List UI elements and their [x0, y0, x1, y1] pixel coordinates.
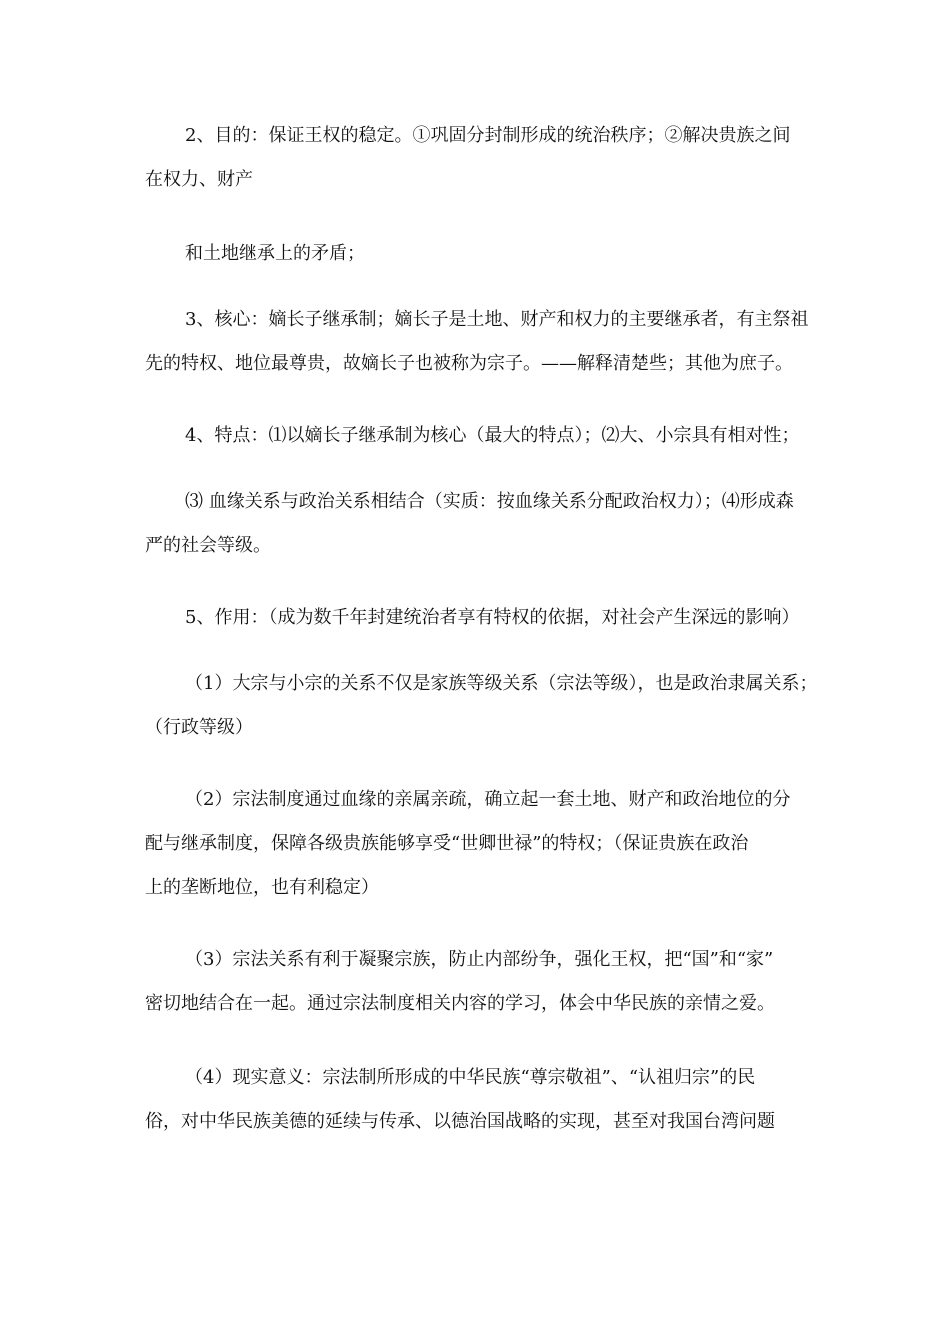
paragraph-function [145, 596, 815, 640]
text-line: 配与继承制度，保障各级贵族能够享受“世卿世禄”的特权；（保证贵族在政治 [145, 833, 749, 854]
paragraph-function-1 [145, 662, 818, 750]
paragraph-features-continued [145, 480, 815, 568]
text-line: 先的特权、地位最尊贵，故嫡长子也被称为宗子。——解释清楚些；其他为庶子。 [145, 353, 793, 374]
paragraph-function-2 [145, 778, 815, 910]
text-line: 上的垄断地位，也有利稳定） [145, 877, 379, 898]
paragraph-function-4 [145, 1056, 815, 1144]
paragraph-purpose-continued [145, 232, 815, 276]
text-line: 3、核心：嫡长子继承制；嫡长子是土地、财产和权力的主要继承者，有主祭祖 [185, 309, 809, 330]
text-line: ⑶ 血缘关系与政治关系相结合（实质：按血缘关系分配政治权力）；⑷形成森 [185, 491, 794, 512]
text-line: 俗，对中华民族美德的延续与传承、以德治国战略的实现，甚至对我国台湾问题 [145, 1111, 775, 1132]
paragraph-purpose [145, 114, 815, 202]
text-line: （2）宗法制度通过血缘的亲属亲疏，确立起一套土地、财产和政治地位的分 [185, 789, 791, 810]
text-line: 在权力、财产 [145, 169, 253, 190]
text-line: 密切地结合在一起。通过宗法制度相关内容的学习，体会中华民族的亲情之爱。 [145, 993, 775, 1014]
text-line: 2、目的：保证王权的稳定。①巩固分封制形成的统治秩序；②解决贵族之间 [185, 125, 791, 146]
paragraph-function-3 [145, 938, 815, 1026]
text-line: 和土地继承上的矛盾； [185, 243, 365, 264]
text-line: 严的社会等级。 [145, 535, 271, 556]
text-line: （3）宗法关系有利于凝聚宗族，防止内部纷争，强化王权，把“国”和“家” [185, 949, 774, 970]
paragraph-features [145, 414, 815, 458]
text-line: 4、特点：⑴以嫡长子继承制为核心（最大的特点）；⑵大、小宗具有相对性； [185, 425, 800, 446]
text-line: （行政等级） [145, 717, 253, 738]
text-line: （1）大宗与小宗的关系不仅是家族等级关系（宗法等级），也是政治隶属关系； [185, 673, 818, 694]
text-line: （4）现实意义：宗法制所形成的中华民族“尊宗敬祖”、“认祖归宗”的民 [185, 1067, 756, 1088]
paragraph-core [145, 298, 815, 386]
text-line: 5、作用：（成为数千年封建统治者享有特权的依据，对社会产生深远的影响） [185, 607, 800, 628]
